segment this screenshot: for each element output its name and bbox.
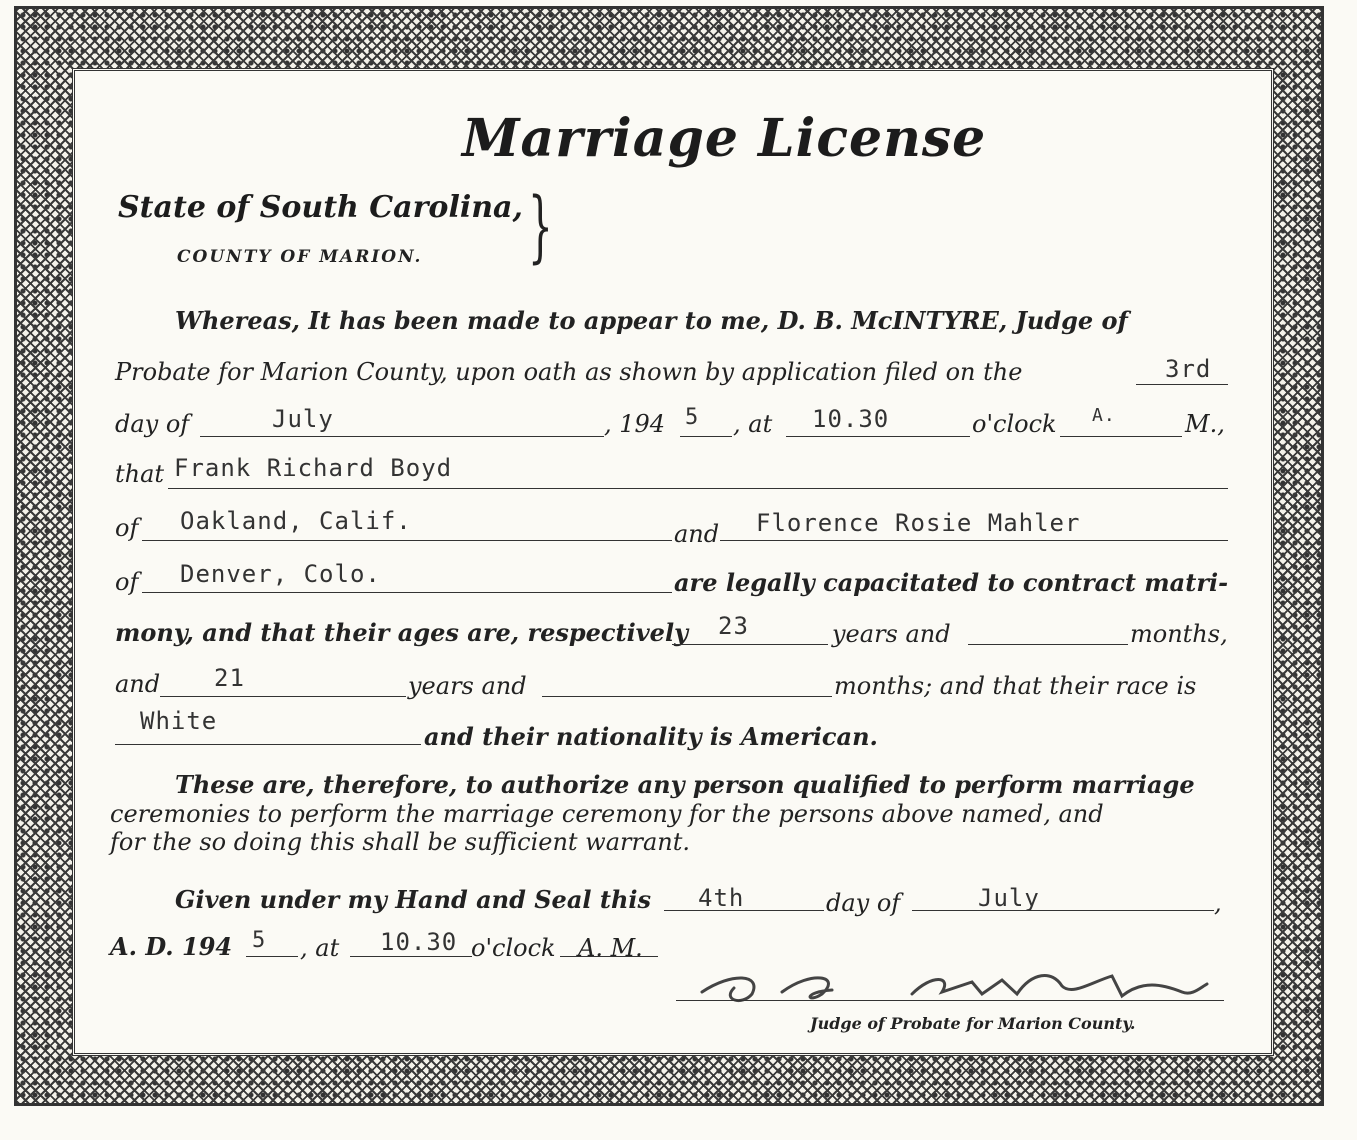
license-title: Marriage License [462,108,987,169]
groom-city: Oakland, Calif. [180,507,412,535]
months2-underline [542,696,832,697]
age1-underline [672,644,828,645]
year-prefix: , 194 [604,410,666,438]
time-filed-value: 10.30 [812,405,890,433]
year-given-underline [246,956,298,957]
month-filed-underline [200,436,604,437]
years-and-label: years and [832,620,951,648]
given-text: Given under my Hand and Seal this [175,885,652,914]
ad-label: A. D. 194 [110,932,233,961]
groom-city-underline [142,540,672,541]
months-label-1: months, [1130,620,1228,648]
probate-line: Probate for Marion County, upon oath as shown by application filed on the [115,358,1023,386]
groom-underline [168,488,1228,489]
signature-line [676,1000,1224,1001]
time-filed-underline [786,436,970,437]
years-and-label-2: years and [408,672,527,700]
day-of-label: day of [115,410,190,438]
day-filed-value: 3rd [1165,355,1212,383]
year-given-value: 5 [252,928,267,953]
year-underline [680,436,732,437]
mony-text: mony, and that their ages are, respectively [115,618,689,647]
month-filed-value: July [272,405,334,433]
at-label: , at [733,410,773,438]
year-filed-value: 5 [685,405,700,430]
authorize-line-1: These are, therefore, to authorize any person qualified to perform marriage [175,770,1195,799]
bride-city: Denver, Colo. [180,560,381,588]
authorize-line-3: for the so doing this shall be sufficient warrant. [110,828,691,856]
oclock-label: o'clock [972,410,1057,438]
month-given-underline [912,910,1214,911]
of-label-2: of [115,568,139,596]
age2-value: 21 [214,664,245,692]
judge-signature [672,962,1232,1014]
of-label-1: of [115,514,139,542]
nationality-text: and their nationality is American. [424,722,878,751]
at-label-2: , at [300,934,340,962]
whereas-line: Whereas, It has been made to appear to me, D. B. McINTYRE, Judge of [175,306,1128,335]
county-heading: COUNTY OF MARION. [177,247,423,267]
brace-icon: } [528,182,553,272]
bride-name: Florence Rosie Mahler [756,509,1081,537]
comma-mark: , [1214,889,1222,917]
bride-underline [720,540,1228,541]
ampm-given-value: A. M. [578,934,643,962]
day-filed-underline [1136,384,1228,385]
state-heading: State of South Carolina, [118,190,523,225]
signature-caption: Judge of Probate for Marion County. [810,1014,1136,1033]
time-given-underline [350,956,472,957]
capacitated-text: are legally capacitated to contract matri- [674,568,1229,597]
authorize-line-2: ceremonies to perform the marriage ceremony for the persons above named, and [110,800,1104,828]
day-of-label-2: day of [826,889,901,917]
months-race-text: months; and that their race is [834,672,1197,700]
ampm-value: A. [1092,405,1116,426]
age2-underline [160,696,406,697]
months1-underline [968,644,1128,645]
bride-city-underline [142,592,672,593]
m-label: M., [1185,410,1225,438]
race-underline [115,744,421,745]
ampm-underline [1060,436,1182,437]
day-given-value: 4th [698,884,745,912]
and-label: and [674,520,720,548]
that-label: that [115,460,165,488]
age1-value: 23 [718,612,749,640]
time-given-value: 10.30 [380,928,458,956]
month-given-value: July [978,884,1040,912]
race-value: White [140,707,218,735]
groom-name: Frank Richard Boyd [174,454,453,482]
and-label-2: and [115,670,161,698]
oclock-label-2: o'clock [471,934,556,962]
